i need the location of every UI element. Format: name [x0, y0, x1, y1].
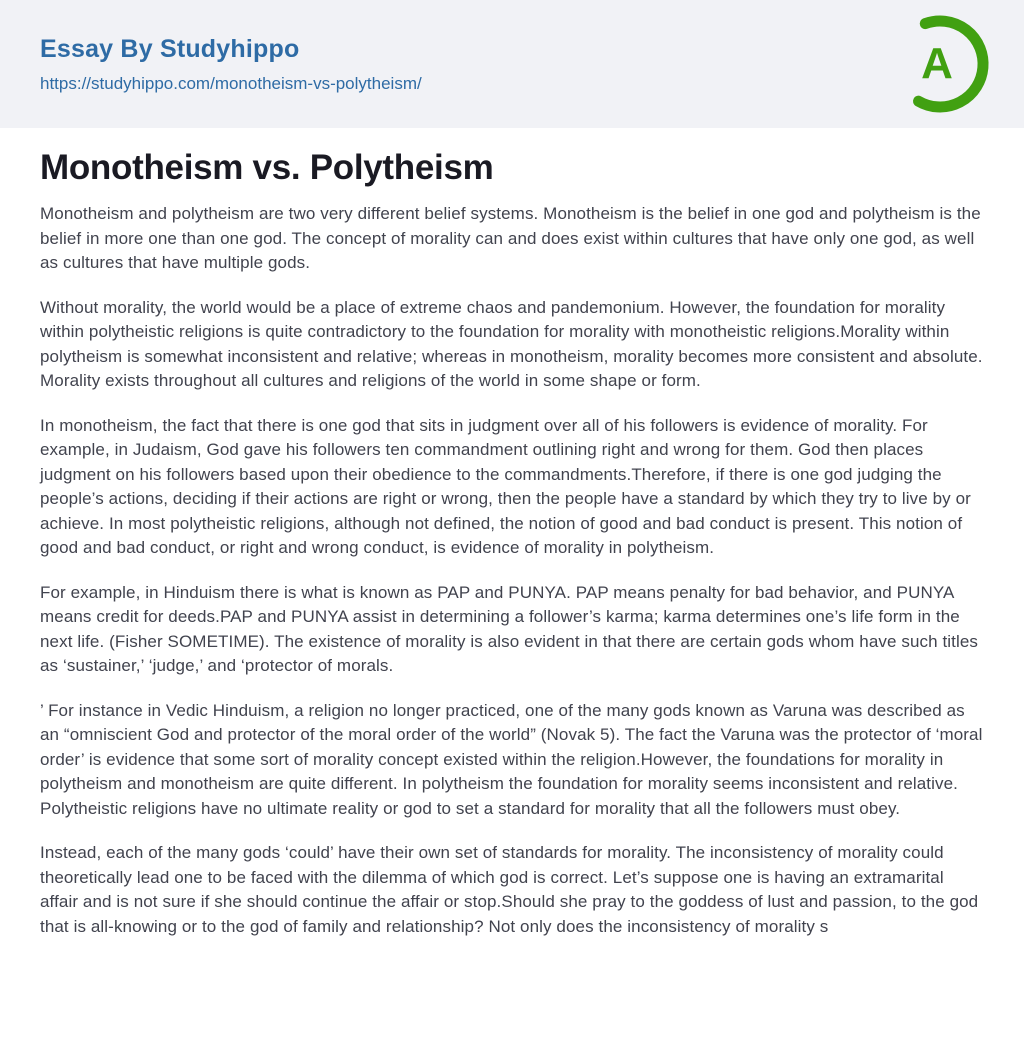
- essay-paragraph: In monotheism, the fact that there is one god that sits in judgment over all of his followers is evidence of morality. For example, in Judaism, God gave his followers ten commandment outlining right and wrong for them. God then places judgment on his followers based upon their obedience to the commandments.Therefore, if there is one god judging the people’s actions, deciding if their actions are right or wrong, then the people have a standard by which they try to live by or achieve. In most polytheistic religions, although not defined, the notion of good and bad conduct is present. This notion of good and bad conduct, or right and wrong conduct, is evidence of morality in polytheism.: [40, 415, 971, 557]
- logo-letter: A: [921, 39, 953, 88]
- header-text-block: [40, 35, 422, 94]
- essay-paragraph: ’ For instance in Vedic Hinduism, a religion no longer practiced, one of the many gods known as Varuna was described as an “omniscient God and protector of the moral order of the world” (Novak 5). The fact the Varuna was the protector of ‘moral order’ is evidence that some sort of morality concept existed within the religion.However, the foundations for morality in polytheism and monotheism are quite different. In polytheism the foundation for morality seems inconsistent and relative. Polytheistic religions have no ultimate reality or god to set a standard for morality that all the followers must obey.: [40, 700, 983, 818]
- page-header: [0, 0, 1024, 128]
- essay-paragraph: For example, in Hinduism there is what is known as PAP and PUNYA. PAP means penalty for bad behavior, and PUNYA means credit for deeds.PAP and PUNYA assist in determining a follower’s karma; karma determines one’s life form in the next life. (Fisher SOMETIME). The existence of morality is also evident in that there are certain gods whom have such titles as ‘sustainer,’ ‘judge,’ and ‘protector of morals.: [40, 582, 979, 675]
- essay-paragraph: Monotheism and polytheism are two very different belief systems. Monotheism is the belief in one god and polytheism is the belief in more one than one god. The concept of morality can and does exist within cultures that have only one god, as well as cultures that have multiple gods.: [40, 204, 981, 272]
- site-title: Essay By Studyhippo: [40, 34, 300, 63]
- essay-body: [40, 202, 984, 939]
- essay-url-link[interactable]: https://studyhippo.com/monotheism-vs-polytheism/: [40, 73, 422, 93]
- essay-title: Monotheism vs. Polytheism: [40, 148, 494, 187]
- essay-paragraph: Instead, each of the many gods ‘could’ have their own set of standards for morality. The inconsistency of morality could theoretically lead one to be faced with the dilemma of which god is correct. Let’s suppose one is having an extramarital affair and is not sure if she should continue the affair or stop.Should she pray to the goddess of lust and passion, to the god that is all-knowing or to the god of family and relationship? Not only does the inconsistency of morality s: [40, 843, 979, 936]
- essay-content: [0, 128, 1024, 939]
- essay-paragraph: Without morality, the world would be a place of extreme chaos and pandemonium. However, the foundation for morality within polytheistic religions is quite contradictory to the foundation for morality with monotheistic religions.Morality within polytheism is somewhat inconsistent and relative; whereas in monotheism, morality becomes more consistent and absolute. Morality exists throughout all cultures and religions of the world in some shape or form.: [40, 297, 983, 390]
- studyhippo-logo-icon: [890, 12, 990, 116]
